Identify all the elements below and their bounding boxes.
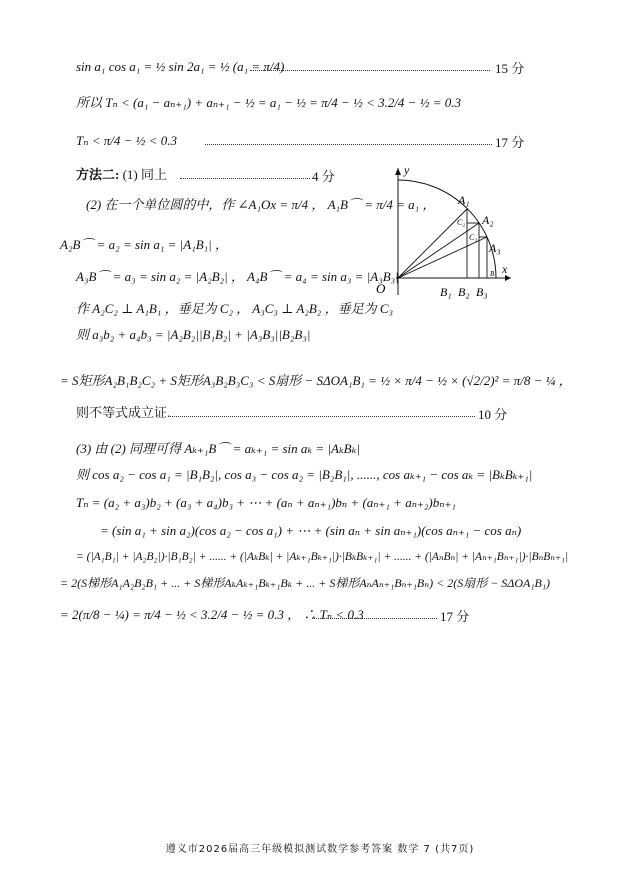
part2-line-6: = S矩形A₂B₁B₂C₂ + S矩形A₃B₂B₃C₃ < S扇形 − SΔOA₁B₁ = ½ × π/4 − ½ × (√2/2)² = π/8 − ¼ ， [60,373,572,388]
part3-line-4: = (sin a₁ + sin a₂)(cos a₂ − cos a₁) + ⋯ + (sin aₙ + sin aₙ₊₁)(cos aₙ₊₁ − cos aₙ) [100,523,522,538]
leader-dots [180,178,310,179]
score-4: 4 分 [312,169,335,184]
y-axis-arrow [395,168,401,175]
page-footer: 遵义市2026届高三年级模拟测试数学参考答案 数学 7 (共7页) [165,844,475,855]
leader-dots [170,416,475,417]
part3-line-6: = 2(S梯形A₁A₂B₂B₁ + ... + S梯形AₖAₖ₊₁Bₖ₊₁Bₖ + ... + S梯形AₙAₙ₊₁Bₙ₊₁Bₙ) < 2(S扇形 − SΔOA₁B₁) [60,576,551,590]
score-17: 17 分 [495,135,525,150]
equation-line-2: 所以 Tₙ < (a₁ − aₙ₊₁) + aₙ₊₁ − ½ = a₁ − ½ = π/4 − ½ < 3.2/4 − ½ = 0.3 [76,95,461,110]
part2-line-3: A₃B⌒ = a₃ = sin a₂ = |A₂B₂| ， A₄B⌒ = a₄ = sin a₃ = |A₃B₃| [76,269,399,284]
label-B: B [490,270,495,278]
equation-line-1: sin a₁ cos a₁ = ½ sin 2a₁ = ½ (a₁ = π/4) [76,59,285,74]
part3-line-1: (3) 由 (2) 同理可得 Aₖ₊₁B⌒ = aₖ₊₁ = sin aₖ = |AₖBₖ| [76,441,360,456]
label-O: O [376,281,386,296]
method-two-line [76,166,167,184]
part3-line-5: = (|A₁B₁| + |A₂B₂|)·|B₁B₂| + ...... + (|AₖBₖ| + |Aₖ₊₁Bₖ₊₁|)·|BₖBₖ₊₁| + ...... + (|AₙBₙ| + |Aₙ₊₁Bₙ₊₁|)·|BₙBₙ₊₁| [76,551,569,563]
label-A2: A₂ [482,213,494,227]
label-A3: A₃ [489,241,501,255]
label-B3: B₃ [476,285,488,299]
label-B2: B₂ [458,285,470,299]
part2-line-4: 作 A₂C₂ ⊥ A₁B₁ ，垂足为 C₂ ， A₃C₃ ⊥ A₂B₂ ，垂足为 C₃ [76,301,394,316]
label-B1: B₁ [440,285,452,299]
part3-line-3: Tₙ = (a₂ + a₃)b₂ + (a₃ + a₄)b₃ + ⋯ + (aₙ + aₙ₊₁)bₙ + (aₙ₊₁ + aₙ₊₂)bₙ₊₁ [76,495,456,510]
score-17-final: 17 分 [440,609,470,624]
score-10: 10 分 [478,407,508,422]
equation-line-3: Tₙ < π/4 − ½ < 0.3 [76,133,177,148]
leader-dots [205,144,492,145]
leader-dots [312,618,437,619]
label-C2: C₂ [457,218,466,227]
method-two-text: (1) 同上 [122,167,168,182]
part2-line-1: (2) 在一个单位圆的中，作 ∠A₁Ox = π/4 ， A₁B⌒ = π/4 = a₁ ， [86,197,436,212]
unit-circle-figure [366,160,516,300]
label-x: x [502,262,508,276]
label-A1: A₁ [458,193,470,207]
method-two-label: 方法二: [76,167,120,182]
part2-line-5: 则 a₃b₂ + a₄b₃ = |A₂B₂||B₁B₂| + |A₃B₃||B₂B₃| [76,327,311,342]
radius-OA3 [398,237,487,278]
leader-dots [250,70,490,71]
label-C3: C₃ [469,233,478,242]
part3-line-7: = 2(π/8 − ¼) = π/4 − ½ < 3.2/4 − ½ = 0.3 ， ∴ Tₙ < 0.3 [60,607,364,622]
label-y: y [404,163,410,177]
part2-line-7: 则不等式成立证. [76,405,171,420]
score-15: 15 分 [495,61,525,76]
part2-line-2: A₂B⌒ = a₂ = sin a₁ = |A₁B₁| ， [60,237,228,252]
part3-line-2: 则 cos a₂ − cos a₁ = |B₁B₂|, cos a₃ − cos a₂ = |B₂B₁|, ......, cos aₖ₊₁ − cos aₖ = |BₖBₖ₊₁| [76,467,533,482]
